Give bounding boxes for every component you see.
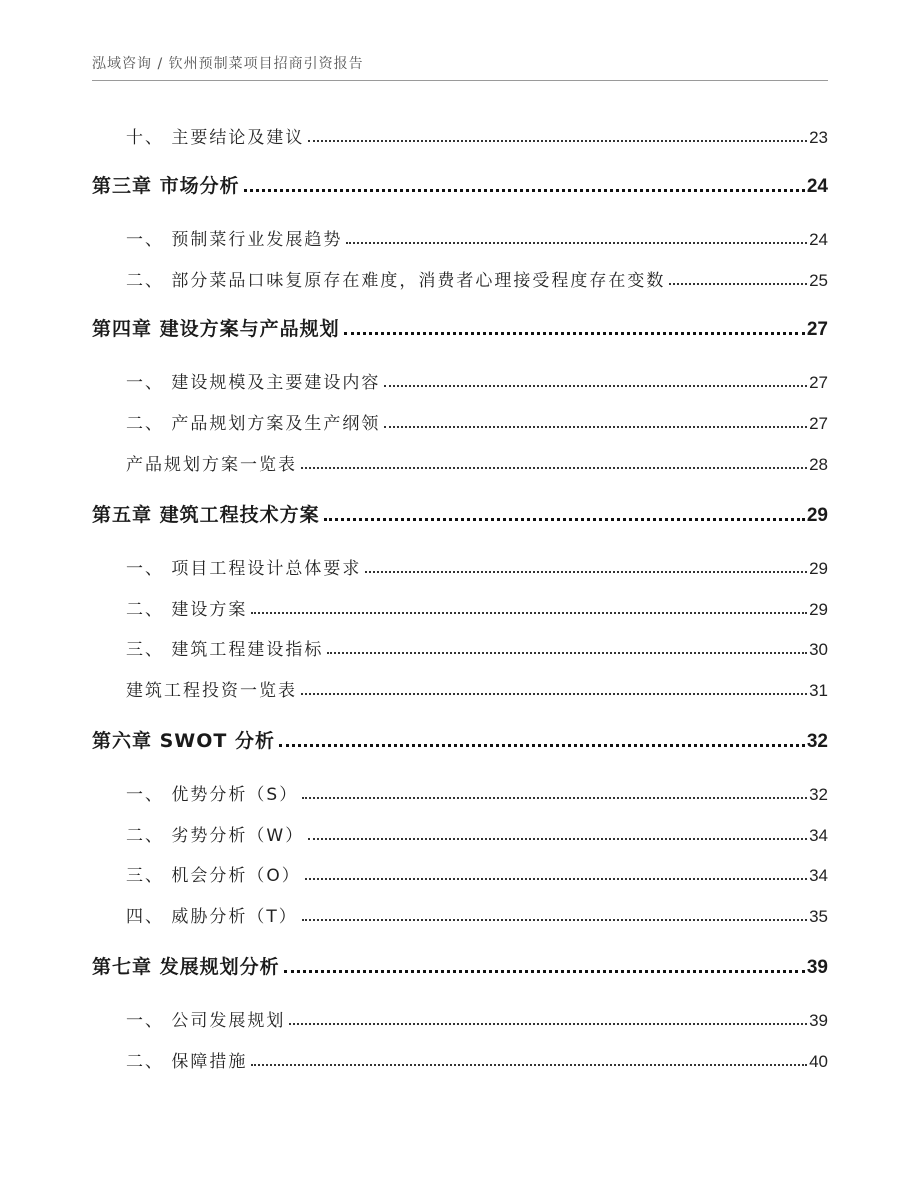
dot-leader: [301, 693, 807, 695]
toc-entry-label: 产品规划方案一览表: [126, 455, 297, 475]
toc-page-number: 29: [806, 505, 828, 526]
toc-entry-section[interactable]: [0, 818, 920, 846]
dot-leader: [301, 467, 807, 469]
toc-entry-label: 第五章 建筑工程技术方案: [92, 504, 320, 526]
toc-entry-label: 第七章 发展规划分析: [92, 956, 280, 978]
toc-page-number: 31: [809, 681, 828, 700]
toc-page-number: 27: [809, 414, 828, 433]
toc-entry-section[interactable]: [0, 632, 920, 660]
toc-page-number: 29: [809, 559, 828, 578]
running-header: 泓域咨询 / 钦州预制菜项目招商引资报告: [92, 56, 364, 72]
toc-page-number: 27: [806, 319, 828, 340]
toc-page-number: 30: [809, 640, 828, 659]
dot-leader: [251, 1064, 807, 1066]
toc-page-number: 25: [809, 271, 828, 290]
toc-entry-label: 一、 预制菜行业发展趋势: [126, 230, 343, 250]
dot-leader: [289, 1023, 807, 1025]
toc-page-number: 23: [809, 128, 828, 147]
toc-entry-label: 一、 项目工程设计总体要求: [126, 559, 362, 579]
toc-entry-section[interactable]: [0, 899, 920, 927]
toc-entry-section[interactable]: [0, 406, 920, 434]
toc-page-number: 34: [809, 826, 828, 845]
toc-entry-section[interactable]: [0, 1003, 920, 1031]
toc-entry-section[interactable]: [0, 551, 920, 579]
toc-entry-chapter[interactable]: [0, 951, 920, 979]
dot-leader: [251, 612, 807, 614]
toc-entry-chapter[interactable]: [0, 725, 920, 753]
toc-page-number: 34: [809, 866, 828, 885]
toc-page-number: 24: [809, 230, 828, 249]
dot-leader: [305, 878, 807, 880]
toc-entry-label: 建筑工程投资一览表: [126, 681, 297, 701]
toc-entry-section[interactable]: [0, 222, 920, 250]
toc-page-number: 29: [809, 600, 828, 619]
toc-entry-section[interactable]: [0, 447, 920, 475]
toc-entry-label: 三、 机会分析（O）: [126, 866, 301, 886]
toc-entry-chapter[interactable]: [0, 499, 920, 527]
toc-entry-label: 一、 建设规模及主要建设内容: [126, 373, 381, 393]
toc-entry-section[interactable]: [0, 777, 920, 805]
dot-leader: [279, 744, 805, 747]
dot-leader: [344, 332, 805, 335]
toc-entry-label: 二、 产品规划方案及生产纲领: [126, 414, 381, 434]
toc-entry-label: 二、 保障措施: [126, 1052, 248, 1072]
toc-entry-label: 第三章 市场分析: [92, 175, 240, 197]
toc-entry-chapter[interactable]: [0, 313, 920, 341]
toc-entry-label: 一、 公司发展规划: [126, 1011, 286, 1031]
toc-entry-section[interactable]: [0, 263, 920, 291]
toc-entry-label: 三、 建筑工程建设指标: [126, 640, 324, 660]
dot-leader: [308, 838, 807, 840]
toc-entry-section[interactable]: [0, 592, 920, 620]
dot-leader: [284, 970, 805, 973]
toc-entry-label: 第四章 建设方案与产品规划: [92, 318, 340, 340]
dot-leader: [346, 242, 807, 244]
dot-leader: [365, 571, 807, 573]
dot-leader: [244, 189, 805, 192]
toc-entry-chapter[interactable]: [0, 170, 920, 198]
toc-entry-section[interactable]: [0, 858, 920, 886]
dot-leader: [384, 385, 807, 387]
toc-entry-label: 二、 部分菜品口味复原存在难度，消费者心理接受程度存在变数: [126, 271, 666, 291]
toc-page-number: 28: [809, 455, 828, 474]
toc-entry-section[interactable]: [0, 1044, 920, 1072]
dot-leader: [669, 283, 807, 285]
toc-entry-section[interactable]: [0, 365, 920, 393]
toc-page-number: 27: [809, 373, 828, 392]
dot-leader: [302, 797, 807, 799]
dot-leader: [324, 518, 805, 521]
toc-page-number: 39: [809, 1011, 828, 1030]
toc-page-number: 24: [806, 176, 828, 197]
header-divider: [92, 80, 828, 81]
toc-entry-label: 二、 劣势分析（W）: [126, 826, 305, 846]
toc-entry-label: 十、 主要结论及建议: [126, 128, 305, 148]
toc-entry-label: 四、 威胁分析（T）: [126, 907, 298, 927]
toc-page-number: 40: [809, 1052, 828, 1071]
toc-entry-section[interactable]: [0, 120, 920, 148]
toc-entry-label: 一、 优势分析（S）: [126, 785, 299, 805]
toc-entry-label: 二、 建设方案: [126, 600, 248, 620]
dot-leader: [384, 426, 807, 428]
dot-leader: [302, 919, 807, 921]
toc-page-number: 35: [809, 907, 828, 926]
toc-entry-section[interactable]: [0, 673, 920, 701]
toc-entry-label: 第六章 SWOT 分析: [92, 730, 275, 752]
toc-page-number: 32: [809, 785, 828, 804]
toc-page-number: 32: [806, 731, 828, 752]
toc-page-number: 39: [806, 957, 828, 978]
dot-leader: [327, 652, 807, 654]
dot-leader: [308, 140, 807, 142]
